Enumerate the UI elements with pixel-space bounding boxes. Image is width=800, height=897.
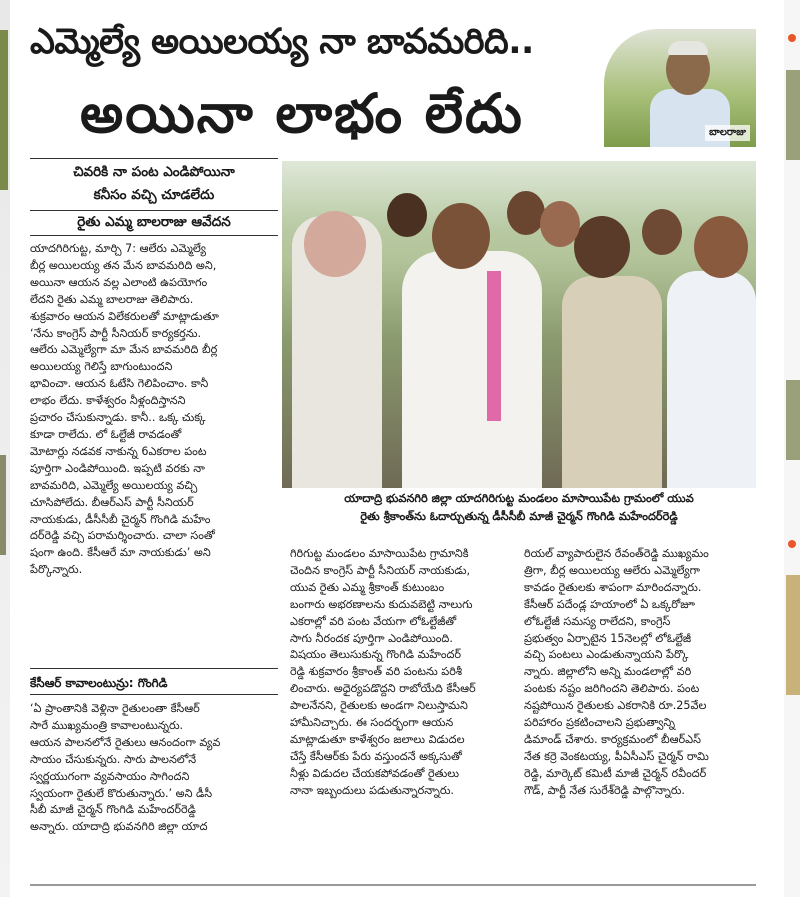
article-line: లోఓల్టేజీ సమస్య రాలేదని, కాంగ్రెస్ <box>524 614 671 628</box>
bullet-dot <box>788 34 796 42</box>
article-line: సీబీ మాజీ చైర్మన్ గొంగిడి మహేందర్‌రెడ్డి <box>30 803 196 817</box>
article-line: బంగారు అభరణాలను కుదువబెట్టి నాలుగు <box>290 597 473 611</box>
article-column-1 <box>30 241 278 579</box>
article-column-3 <box>524 546 754 800</box>
article-line: దర్‌రెడ్డి వచ్చి పరామర్శించారు. చాలా సంతో <box>30 529 215 543</box>
article-line: ఆయన పాలనలోనే రైతులు ఆనందంగా వ్యవ <box>30 735 221 749</box>
article-line: యువ రైతు ఎమ్మ శ్రీకాంత్ కుటుంబం <box>290 580 445 594</box>
article-line: న్నారు. జిల్లాలోని అన్ని మండలాల్లో వరి <box>524 665 692 679</box>
person-right-shirt <box>667 271 756 488</box>
article-line: చెందిన కాంగ్రెస్ పార్టీ సీనియర్ నాయకుడు, <box>290 563 471 577</box>
photo-caption-line-2: రైతు శ్రీకాంత్‌ను ఓదార్చుతున్న డీసీసీబీ మాజీ చైర్మన్ గొంగిడి మహేందర్‌రెడ్డి <box>360 510 678 523</box>
article-line: ఎకరాల్లో వరి పంట వేయగా లోఓల్టేజీతో <box>290 614 457 628</box>
article-line: సారే ముఖ్యమంత్రి కావాలంటున్నరు. <box>30 718 184 732</box>
article-line: పాలనేనని, రైతులకు అండగా నిలుస్తామని <box>290 699 468 713</box>
bottom-rule <box>30 884 756 886</box>
left-edge-photo <box>0 30 8 190</box>
article-line: బావమరిది, ఎమ్మెల్యే అయిలయ్య వచ్చి <box>30 478 198 492</box>
photo-caption <box>282 490 756 526</box>
background-person-face <box>387 193 427 237</box>
article-line: ‘నేను కాంగ్రెస్ పార్టీ సీనియర్ కార్యకర్తను. <box>30 326 202 340</box>
article-line: నష్టపోయిన రైతులకు ఎకరానికి రూ.25వేల <box>524 699 707 713</box>
divider <box>30 668 278 669</box>
article-line: నేత కర్రె వెంకటయ్య, పీఏసీఎస్ చైర్మన్ రామి <box>524 749 709 763</box>
article-line: విషయం తెలుసుకున్న గొంగిడి మహేందర్ <box>290 648 462 662</box>
article-line: డిమాండ్ చేశారు. కార్యక్రమంలో బీఆర్ఎస్ <box>524 732 701 746</box>
right-edge-photo <box>786 70 800 160</box>
background-person-face <box>642 209 682 255</box>
sub-headline-line-1: చివరికి నా పంట ఎండిపోయినా <box>73 164 235 180</box>
right-edge-photo <box>786 380 800 460</box>
article-line: శుక్రవారం ఆయన విలేకరులతో మాట్లాడుతూ <box>30 309 219 323</box>
photo-caption-line-1: యాదాద్రి భువనగిరి జిల్లా యాదగిరిగుట్ట మండలం మాసాయిపేట గ్రామంలో యువ <box>344 492 694 505</box>
article-line: ‘ఏ ప్రాంతానికి వెళ్లినా రైతులంతా కేసీఆర్ <box>30 702 200 715</box>
article-line: పరిహారం ప్రకటించాలని ప్రభుత్వాన్ని <box>524 716 676 730</box>
article-line: గౌడ్, పార్టీ నేత సురేశ్‌రెడ్డి పాల్గొన్నారు. <box>524 783 685 797</box>
article-line: పూర్తిగా ఎండిపోయింది. ఇప్పటి వరకు నా <box>30 461 205 475</box>
headline-line-2: అయినా లాభం లేదు <box>80 82 524 145</box>
article-line: వచ్చి పంటలు ఎండుతున్నాయని పేర్కొ <box>524 648 689 662</box>
portrait-hair <box>668 41 708 55</box>
article-line: కావడం రైతులకు శాపంగా మారిందన్నారు. <box>524 580 702 594</box>
pink-scarf <box>487 271 501 421</box>
byline: రైతు ఎమ్మ బాలరాజు ఆవేదన <box>77 214 231 230</box>
article-line: లాభం లేదు. కాళేశ్వరం నీళ్లందిస్తానని <box>30 394 186 408</box>
article-line: త్రిగా, బీర్ల అయిలయ్య ఆలేరు ఎమ్మెల్యేగా <box>524 563 700 577</box>
article-line: ప్రచారం చేసుకున్నాడు. కానీ.. ఒక్క చుక్క <box>30 411 206 425</box>
article-line: పేర్కొన్నారు. <box>30 563 83 577</box>
article-line: అన్నారు. యాదాద్రి భువనగిరి జిల్లా యాద <box>30 820 208 834</box>
article-line: మాట్లాడుతూ కాళేశ్వరం జలాలు విడుదల <box>290 732 465 746</box>
article-line: ప్రభుత్వం ఏర్పాటైన 15నెలల్లో లోఓల్టేజీ <box>524 631 692 645</box>
article-line: చూసిపోలేదు. బీఆర్ఎస్ పార్టీ సీనియర్ <box>30 495 194 509</box>
article-line: సాగు నీరందక పూర్తిగా ఎండిపోయింది. <box>290 631 453 645</box>
article-line: షంగా ఉంది. కేసీఆరే మా నాయకుడు’ అని <box>30 546 211 560</box>
person-center-shirt <box>402 251 542 488</box>
article-line: స్వయంగా రైతులే కొరుతున్నారు.’ అని డీసీ <box>30 786 213 800</box>
article-line: హామీనిచ్చారు. ఈ సందర్భంగా ఆయన <box>290 716 454 730</box>
article-line: బీర్ల అయిలయ్య తన మేన బావమరిది అని, <box>30 258 217 272</box>
article-line: అయిలయ్య గెలిస్తే బాగుంటుందని <box>30 360 173 374</box>
person-center-face <box>432 203 490 269</box>
sub-headline <box>30 161 278 207</box>
article-line: రెడ్డి, మార్కెట్ కమిటీ మాజీ చైర్మన్ రవీందర్ <box>524 766 707 780</box>
section-subhead: కేసీఆర్ కావాలంటున్రు: గొంగిడి <box>30 676 168 690</box>
article-line: గిరిగుట్ట మండలం మాసాయిపేట గ్రామానికి <box>290 547 469 560</box>
article-line: నీళ్లు విడుదల చేయకపోవడంతో రైతులు <box>290 766 460 780</box>
background-person-face <box>540 201 580 247</box>
article-column-1-continued <box>30 701 278 836</box>
left-edge-photo <box>0 455 6 555</box>
portrait-caption: బాలరాజు <box>705 125 750 141</box>
right-page-edge <box>784 0 800 897</box>
young-farmer-shirt <box>562 276 662 488</box>
main-photo <box>282 161 756 488</box>
article-line: లేదని రైతు ఎమ్మ బాలరాజు తెలిపారు. <box>30 292 194 306</box>
article-line: కూడా రాలేదు. లో ఓల్టేజీ రావడంతో <box>30 427 182 441</box>
article-line: మోటార్లు నడవక నాకున్న 6ఎకరాల పంట <box>30 444 207 458</box>
article-line: చేస్తే కేసీఆర్‌కు పేరు వస్తుందనే అక్కసుతో <box>290 749 462 763</box>
article-line: నానా ఇబ్బందులు పడుతున్నారన్నారు. <box>290 783 454 797</box>
divider <box>30 235 278 236</box>
article-line: అయినా ఆయన వల్ల ఎలాంటి ఉపయోగం <box>30 275 208 289</box>
divider <box>30 158 278 159</box>
article-line: భావించా. ఆయన ఓటేసి గెలిపించాం. కానీ <box>30 377 209 391</box>
background-person-face <box>507 191 545 235</box>
article-line: యాదగిరిగుట్ట, మార్చి 7: ఆలేరు ఎమ్మెల్యే <box>30 242 206 255</box>
headline-line-1: ఎమ్మెల్యే అయిలయ్య నా బావమరిది.. <box>30 22 534 62</box>
bullet-dot <box>788 540 796 548</box>
article-line: కేసీఆర్ పదేండ్ల హయాంలో ఏ ఒక్కరోజూ <box>524 597 695 611</box>
article-line: స్వర్ణయుగంగా వ్యవసాయం సాగిందని <box>30 769 190 783</box>
person-right-face <box>694 216 748 278</box>
article-line: రియల్ వ్యాపారులైన రేవంత్‌రెడ్డి ముఖ్యమం <box>524 547 709 560</box>
young-farmer-face <box>574 216 630 278</box>
sub-headline-line-2: కనీసం వచ్చి చూడలేదు <box>93 187 215 203</box>
portrait-photo <box>604 29 756 147</box>
divider <box>30 210 278 211</box>
divider <box>30 694 278 695</box>
article-line: లించారు. అధైర్యపడొద్దని రాబోయేది కేసీఆర్ <box>290 682 476 696</box>
article-line: ఆలేరు ఎమ్మెల్యేగా మా మేన బావమరిది బీర్ల <box>30 343 218 357</box>
article-line: సాయం చేసుకున్నరు. సారు పాలనలోనే <box>30 752 197 766</box>
left-page-edge <box>0 0 10 897</box>
article-line: రెడ్డి శుక్రవారం శ్రీకాంత్ వరి పంటను పరిశీ <box>290 665 463 679</box>
person-left-turban <box>304 211 366 277</box>
article-line: పంటకు నష్టం జరిగిందని తెలిపారు. పంట <box>524 682 700 696</box>
right-edge-photo <box>786 575 800 695</box>
article-line: నాయకుడు, డీసీసీబీ చైర్మన్ గొంగిడి మహేం <box>30 512 211 526</box>
article-column-2 <box>290 546 512 800</box>
